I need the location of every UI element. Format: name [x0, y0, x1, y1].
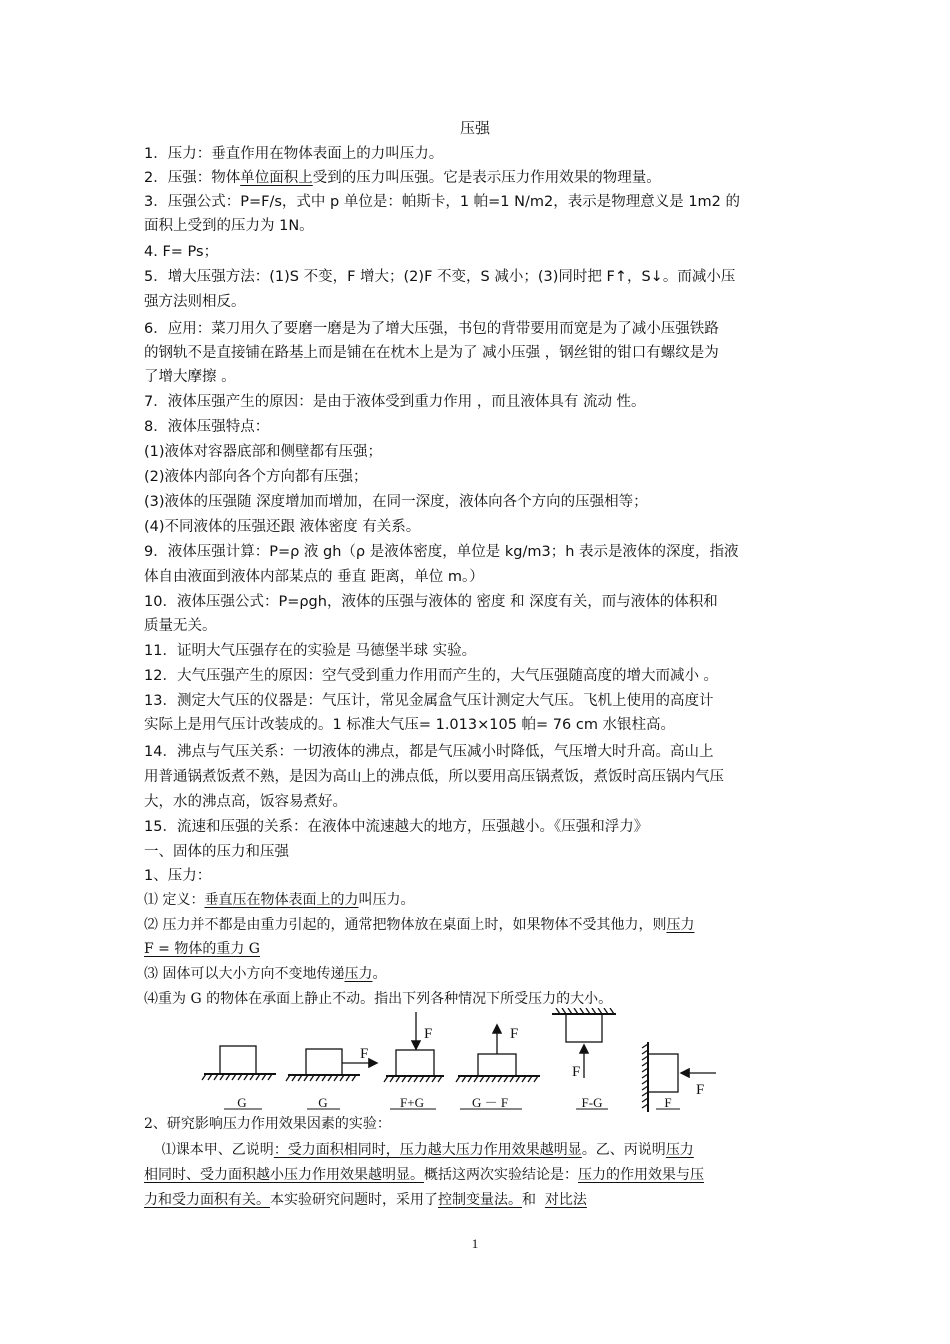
line-text: 。 — [372, 966, 387, 982]
underlined-text: 压力 — [665, 1142, 694, 1158]
text-line — [144, 241, 816, 263]
line-text: 2．压强：物体 — [144, 170, 241, 186]
line-text: 一、固体的压力和压强 — [144, 844, 289, 860]
text-line — [144, 938, 816, 960]
text-line — [144, 963, 816, 985]
line-text: 2、研究影响压力作用效果因素的实验： — [144, 1116, 391, 1132]
line-text: 强方法则相反。 — [144, 294, 246, 310]
text-line — [144, 318, 816, 340]
underlined-text: 压力的作用效果与压 — [578, 1167, 704, 1183]
page-number: 1 — [471, 1236, 479, 1251]
text-line — [144, 865, 816, 887]
line-text: 3．压强公式：P=F/s，式中 p 单位是：帕斯卡，1 帕=1 N/m2，表示是物理意义是 1m2 的 — [144, 194, 741, 210]
text-line — [144, 816, 816, 838]
line-text: 5．增大压强方法：(1)S 不变，F 增大；(2)F 不变，S 减小；(3)同时把 F↑，S↓。而减小压 — [144, 269, 736, 285]
pressure-diagram — [190, 1008, 730, 1112]
text-line — [144, 516, 816, 538]
line-text: ⑴ 定义： — [144, 892, 205, 908]
line-text: 13．测定大气压的仪器是：气压计，常见金属盒气压计测定大气压。飞机上使用的高度计 — [144, 693, 714, 709]
text-line — [144, 741, 816, 763]
text-line — [144, 441, 816, 463]
scene-press-down — [384, 1012, 444, 1082]
underlined-text: 压力 — [344, 966, 373, 982]
scene-block-on-floor — [202, 1046, 276, 1080]
text-line — [144, 342, 816, 364]
answer-label: G — [237, 1095, 247, 1110]
line-text: 11．证明大气压强存在的实验是 马德堡半球 实验。 — [144, 643, 477, 659]
text-line — [144, 416, 816, 438]
line-text: 8．液体压强特点： — [144, 419, 270, 435]
text-line — [144, 466, 816, 488]
underlined-text: ：受力面积相同时，压力越大压力作用效果越明显 — [273, 1142, 582, 1158]
line-text: (2)液体内部向各个方向都有压强； — [144, 469, 368, 485]
text-line — [144, 766, 816, 788]
document-title: 压强 — [459, 119, 490, 137]
line-text: 和 — [522, 1192, 545, 1208]
text-line — [144, 215, 816, 237]
text-line — [144, 640, 816, 662]
underlined-text: 单位面积上 — [240, 170, 313, 186]
line-text: 受到的压力叫压强。它是表示压力作用效果的物理量。 — [312, 170, 661, 186]
line-text: 10．液体压强公式：P=ρgh，液体的压强与液体的 密度 和 深度有关，而与液体的体积和 — [144, 594, 718, 610]
line-text: ⑶ 固体可以大小方向不变地传递 — [144, 966, 345, 982]
line-text: 9．液体压强计算：P=ρ 液 gh（ρ 是液体密度，单位是 kg/m3；h 表示是液体的深度，指液 — [144, 544, 739, 560]
line-text: 。乙、丙说明 — [581, 1142, 666, 1158]
line-text: 14．沸点与气压关系：一切液体的沸点，都是气压减小时降低，气压增大时升高。高山上 — [144, 744, 714, 760]
scene-press-ceiling — [552, 1008, 616, 1078]
line-text: 15．流速和压强的关系：在液体中流速越大的地方，压强越小。《压强和浮力》 — [144, 819, 649, 835]
text-line — [144, 541, 816, 563]
text-line — [144, 791, 816, 813]
answer-label: F+G — [400, 1095, 424, 1110]
text-line — [144, 988, 816, 1010]
line-text: 本实验研究问题时，采用了 — [270, 1192, 438, 1208]
line-text: 的钢轨不是直接铺在路基上而是铺在在枕木上是为了 减小压强 ，钢丝钳的钳口有螺纹是为 — [144, 345, 719, 361]
text-line — [144, 1139, 816, 1161]
answer-label: F — [664, 1095, 672, 1110]
text-line — [144, 1189, 816, 1211]
force-label: F — [424, 1026, 433, 1042]
line-text: 4. F= Ps； — [144, 244, 219, 260]
text-line — [144, 1164, 816, 1186]
scene-press-wall — [642, 1042, 716, 1112]
underlined-text: 力和受力面积有关。 — [144, 1192, 270, 1208]
text-line — [144, 491, 816, 513]
line-text: 7．液体压强产生的原因：是由于液体受到重力作用 ，而且液体具有 流动 性。 — [144, 394, 646, 410]
underlined-text: 控制变量法。 — [438, 1192, 522, 1208]
force-label: F — [510, 1026, 519, 1042]
line-text: (3)液体的压强随 深度增加而增加，在同一深度，液体向各个方向的压强相等； — [144, 494, 648, 510]
line-text: 大，水的沸点高，饭容易煮好。 — [144, 794, 347, 810]
text-line — [144, 366, 816, 388]
text-line — [144, 714, 816, 736]
text-line — [144, 143, 816, 165]
text-line — [144, 191, 816, 213]
text-line — [144, 690, 816, 712]
text-line — [144, 665, 816, 687]
line-text: 体自由液面到液体内部某点的 垂直 距离，单位 m。） — [144, 569, 484, 585]
line-text: ⑵ 压力并不都是由重力引起的，通常把物体放在桌面上时，如果物体不受其他力，则 — [144, 917, 667, 933]
force-label: F — [696, 1082, 705, 1098]
answer-label: G — [318, 1095, 328, 1110]
scene-pull-up — [456, 1026, 540, 1082]
underlined-text: 垂直压在物体表面上的力 — [204, 892, 359, 908]
text-line — [144, 1113, 816, 1135]
underlined-text: F = 物体的重力 G — [144, 941, 260, 957]
line-text: 12．大气压强产生的原因：空气受到重力作用而产生的，大气压强随高度的增大而减小 。 — [144, 668, 719, 684]
section-heading — [144, 841, 816, 863]
underlined-text: 对比法 — [544, 1192, 587, 1208]
text-line — [144, 615, 816, 637]
line-text: 1、压力： — [144, 868, 212, 884]
line-text: 质量无关。 — [144, 618, 217, 634]
force-label: F — [360, 1046, 369, 1062]
text-line — [144, 591, 816, 613]
line-text: 1．压力：垂直作用在物体表面上的力叫压力。 — [144, 146, 444, 162]
line-text: 叫压力。 — [358, 892, 415, 908]
line-text: 实际上是用气压计改装成的。1 标准大气压= 1.013×105 帕= 76 cm 水银柱高。 — [144, 717, 676, 733]
text-line — [144, 167, 816, 189]
line-text: 概括这两次实验结论是： — [424, 1167, 578, 1183]
line-text: ⑷重为 G 的物体在承面上静止不动。指出下列各种情况下所受压力的大小。 — [144, 991, 613, 1007]
text-line — [144, 391, 816, 413]
answer-label: F-G — [581, 1095, 603, 1110]
text-line — [144, 566, 816, 588]
line-text: (1)液体对容器底部和侧壁都有压强； — [144, 444, 383, 460]
answer-label: G － F — [471, 1095, 509, 1110]
line-text: 面积上受到的压力为 1N。 — [144, 218, 314, 234]
text-line — [144, 914, 816, 936]
line-text: 6．应用：菜刀用久了要磨一磨是为了增大压强，书包的背带要用而宽是为了减小压强铁路 — [144, 321, 719, 337]
line-text: ⑴课本甲、乙说明 — [144, 1142, 274, 1158]
line-text: 用普通锅煮饭煮不熟，是因为高山上的沸点低，所以要用高压锅煮饭，煮饭时高压锅内气压 — [144, 769, 724, 785]
line-text: 了增大摩擦 。 — [144, 369, 236, 385]
line-text: (4)不同液体的压强还跟 液体密度 有关系。 — [144, 519, 421, 535]
underlined-text: 相同时、受力面积越小压力作用效果越明显。 — [144, 1167, 424, 1183]
force-label: F — [572, 1064, 581, 1080]
text-line — [144, 889, 816, 911]
text-line — [144, 291, 816, 313]
text-line — [144, 266, 816, 288]
underlined-text: 压力 — [666, 917, 695, 933]
